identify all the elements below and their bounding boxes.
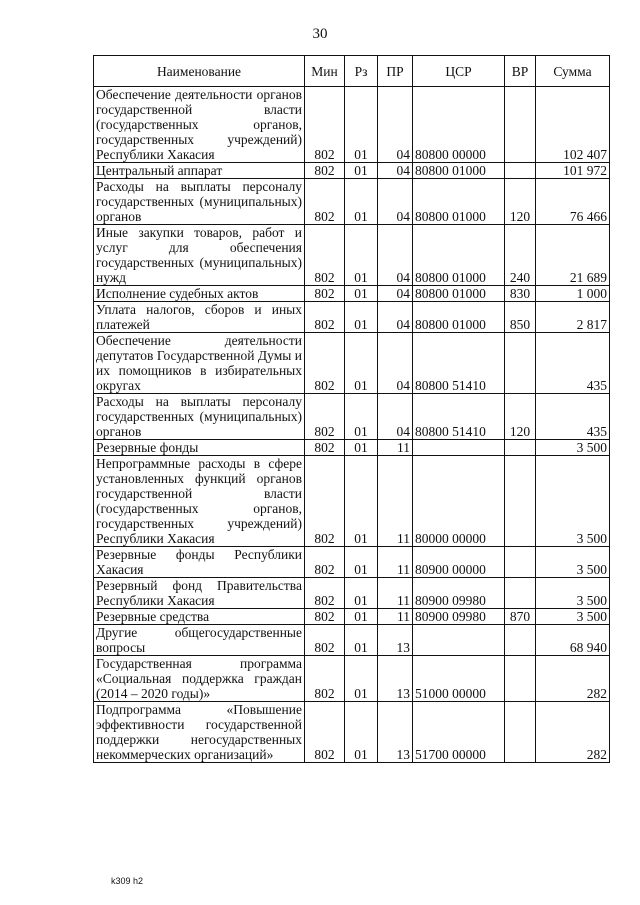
- cell-name: Обеспечение деятельности органов государственной власти (государственных органов, государственных учреждений) Республики Хакасия: [94, 87, 305, 163]
- cell-pr: 13: [378, 702, 413, 763]
- table-row: [94, 702, 610, 763]
- cell-rz: 01: [345, 163, 378, 179]
- cell-csr: 51700 00000: [413, 702, 505, 763]
- cell-min: 802: [305, 656, 345, 702]
- cell-vr: 120: [505, 394, 536, 440]
- cell-vr: [505, 456, 536, 547]
- cell-rz: 01: [345, 609, 378, 625]
- cell-sum: 435: [536, 394, 610, 440]
- cell-min: 802: [305, 547, 345, 578]
- cell-csr: 80900 09980: [413, 578, 505, 609]
- table-row: [94, 394, 610, 440]
- table-row: [94, 609, 610, 625]
- cell-name: Уплата налогов, сборов и иных платежей: [94, 302, 305, 333]
- cell-csr: 80800 51410: [413, 394, 505, 440]
- cell-min: 802: [305, 702, 345, 763]
- cell-rz: 01: [345, 440, 378, 456]
- table-row: [94, 225, 610, 286]
- cell-name: Резервные средства: [94, 609, 305, 625]
- cell-pr: 04: [378, 302, 413, 333]
- cell-min: 802: [305, 456, 345, 547]
- cell-sum: 282: [536, 702, 610, 763]
- cell-pr: 11: [378, 440, 413, 456]
- cell-sum: 101 972: [536, 163, 610, 179]
- cell-csr: 80000 00000: [413, 456, 505, 547]
- table-body: [94, 87, 610, 763]
- cell-vr: 830: [505, 286, 536, 302]
- cell-vr: [505, 440, 536, 456]
- cell-vr: [505, 163, 536, 179]
- cell-rz: 01: [345, 87, 378, 163]
- cell-vr: [505, 578, 536, 609]
- cell-sum: 1 000: [536, 286, 610, 302]
- cell-rz: 01: [345, 179, 378, 225]
- cell-csr: 80900 09980: [413, 609, 505, 625]
- cell-name: Подпрограмма «Повышение эффективности государственной поддержки негосударственных некоммерческих организаций»: [94, 702, 305, 763]
- cell-rz: 01: [345, 225, 378, 286]
- cell-vr: [505, 87, 536, 163]
- cell-rz: 01: [345, 333, 378, 394]
- table-row: [94, 456, 610, 547]
- cell-vr: 240: [505, 225, 536, 286]
- cell-sum: 3 500: [536, 440, 610, 456]
- cell-min: 802: [305, 578, 345, 609]
- cell-vr: [505, 702, 536, 763]
- header-vr: ВР: [505, 56, 536, 87]
- cell-csr: 80900 00000: [413, 547, 505, 578]
- table-row: [94, 656, 610, 702]
- cell-sum: 282: [536, 656, 610, 702]
- table-row: [94, 333, 610, 394]
- table-row: [94, 302, 610, 333]
- table-row: [94, 179, 610, 225]
- cell-pr: 13: [378, 656, 413, 702]
- cell-name: Расходы на выплаты персоналу государственных (муниципальных) органов: [94, 394, 305, 440]
- table-row: [94, 163, 610, 179]
- cell-pr: 11: [378, 547, 413, 578]
- cell-rz: 01: [345, 625, 378, 656]
- header-min: Мин: [305, 56, 345, 87]
- table-row: [94, 87, 610, 163]
- cell-name: Расходы на выплаты персоналу государственных (муниципальных) органов: [94, 179, 305, 225]
- cell-pr: 04: [378, 179, 413, 225]
- table-header-row: [94, 56, 610, 87]
- cell-rz: 01: [345, 394, 378, 440]
- cell-vr: [505, 656, 536, 702]
- cell-sum: 435: [536, 333, 610, 394]
- cell-pr: 04: [378, 87, 413, 163]
- cell-pr: 04: [378, 163, 413, 179]
- cell-name: Государственная программа «Социальная поддержка граждан (2014 – 2020 годы)»: [94, 656, 305, 702]
- cell-min: 802: [305, 225, 345, 286]
- cell-min: 802: [305, 394, 345, 440]
- budget-table: [93, 55, 610, 763]
- header-name: Наименование: [94, 56, 305, 87]
- cell-vr: 850: [505, 302, 536, 333]
- cell-min: 802: [305, 609, 345, 625]
- cell-rz: 01: [345, 302, 378, 333]
- table-row: [94, 440, 610, 456]
- cell-rz: 01: [345, 578, 378, 609]
- cell-pr: 11: [378, 578, 413, 609]
- cell-sum: 21 689: [536, 225, 610, 286]
- cell-rz: 01: [345, 456, 378, 547]
- cell-min: 802: [305, 440, 345, 456]
- cell-name: Центральный аппарат: [94, 163, 305, 179]
- cell-vr: [505, 333, 536, 394]
- cell-vr: 120: [505, 179, 536, 225]
- cell-rz: 01: [345, 547, 378, 578]
- cell-csr: 80800 01000: [413, 163, 505, 179]
- cell-sum: 2 817: [536, 302, 610, 333]
- cell-name: Резервные фонды: [94, 440, 305, 456]
- header-csr: ЦСР: [413, 56, 505, 87]
- cell-sum: 3 500: [536, 547, 610, 578]
- cell-rz: 01: [345, 656, 378, 702]
- header-rz: Рз: [345, 56, 378, 87]
- table-row: [94, 286, 610, 302]
- cell-pr: 13: [378, 625, 413, 656]
- table-row: [94, 625, 610, 656]
- cell-pr: 04: [378, 333, 413, 394]
- cell-csr: [413, 440, 505, 456]
- cell-vr: 870: [505, 609, 536, 625]
- cell-csr: 80800 01000: [413, 286, 505, 302]
- cell-csr: 80800 51410: [413, 333, 505, 394]
- cell-sum: 76 466: [536, 179, 610, 225]
- cell-rz: 01: [345, 702, 378, 763]
- cell-min: 802: [305, 302, 345, 333]
- cell-pr: 04: [378, 286, 413, 302]
- table-row: [94, 547, 610, 578]
- cell-csr: 80800 00000: [413, 87, 505, 163]
- table-row: [94, 578, 610, 609]
- cell-name: Резервный фонд Правительства Республики Хакасия: [94, 578, 305, 609]
- cell-csr: 51000 00000: [413, 656, 505, 702]
- cell-sum: 3 500: [536, 456, 610, 547]
- cell-name: Иные закупки товаров, работ и услуг для обеспечения государственных (муниципальных) нужд: [94, 225, 305, 286]
- cell-csr: 80800 01000: [413, 179, 505, 225]
- cell-name: Обеспечение деятельности депутатов Государственной Думы и их помощников в избирательных округах: [94, 333, 305, 394]
- cell-sum: 3 500: [536, 578, 610, 609]
- footer-code: k309 h2: [111, 876, 144, 886]
- cell-name: Исполнение судебных актов: [94, 286, 305, 302]
- cell-pr: 11: [378, 456, 413, 547]
- cell-sum: 68 940: [536, 625, 610, 656]
- cell-name: Резервные фонды Республики Хакасия: [94, 547, 305, 578]
- cell-min: 802: [305, 286, 345, 302]
- cell-csr: 80800 01000: [413, 225, 505, 286]
- header-pr: ПР: [378, 56, 413, 87]
- cell-pr: 04: [378, 394, 413, 440]
- cell-pr: 04: [378, 225, 413, 286]
- cell-name: Другие общегосударственные вопросы: [94, 625, 305, 656]
- cell-pr: 11: [378, 609, 413, 625]
- cell-vr: [505, 625, 536, 656]
- cell-sum: 102 407: [536, 87, 610, 163]
- header-sum: Сумма: [536, 56, 610, 87]
- cell-min: 802: [305, 179, 345, 225]
- page-number: 30: [312, 26, 328, 42]
- cell-min: 802: [305, 87, 345, 163]
- cell-csr: [413, 625, 505, 656]
- cell-rz: 01: [345, 286, 378, 302]
- cell-csr: 80800 01000: [413, 302, 505, 333]
- cell-min: 802: [305, 333, 345, 394]
- cell-sum: 3 500: [536, 609, 610, 625]
- cell-name: Непрограммные расходы в сфере установленных функций органов государственной власти (государственных органов, государственных учреждений) Республики Хакасия: [94, 456, 305, 547]
- cell-vr: [505, 547, 536, 578]
- cell-min: 802: [305, 163, 345, 179]
- cell-min: 802: [305, 625, 345, 656]
